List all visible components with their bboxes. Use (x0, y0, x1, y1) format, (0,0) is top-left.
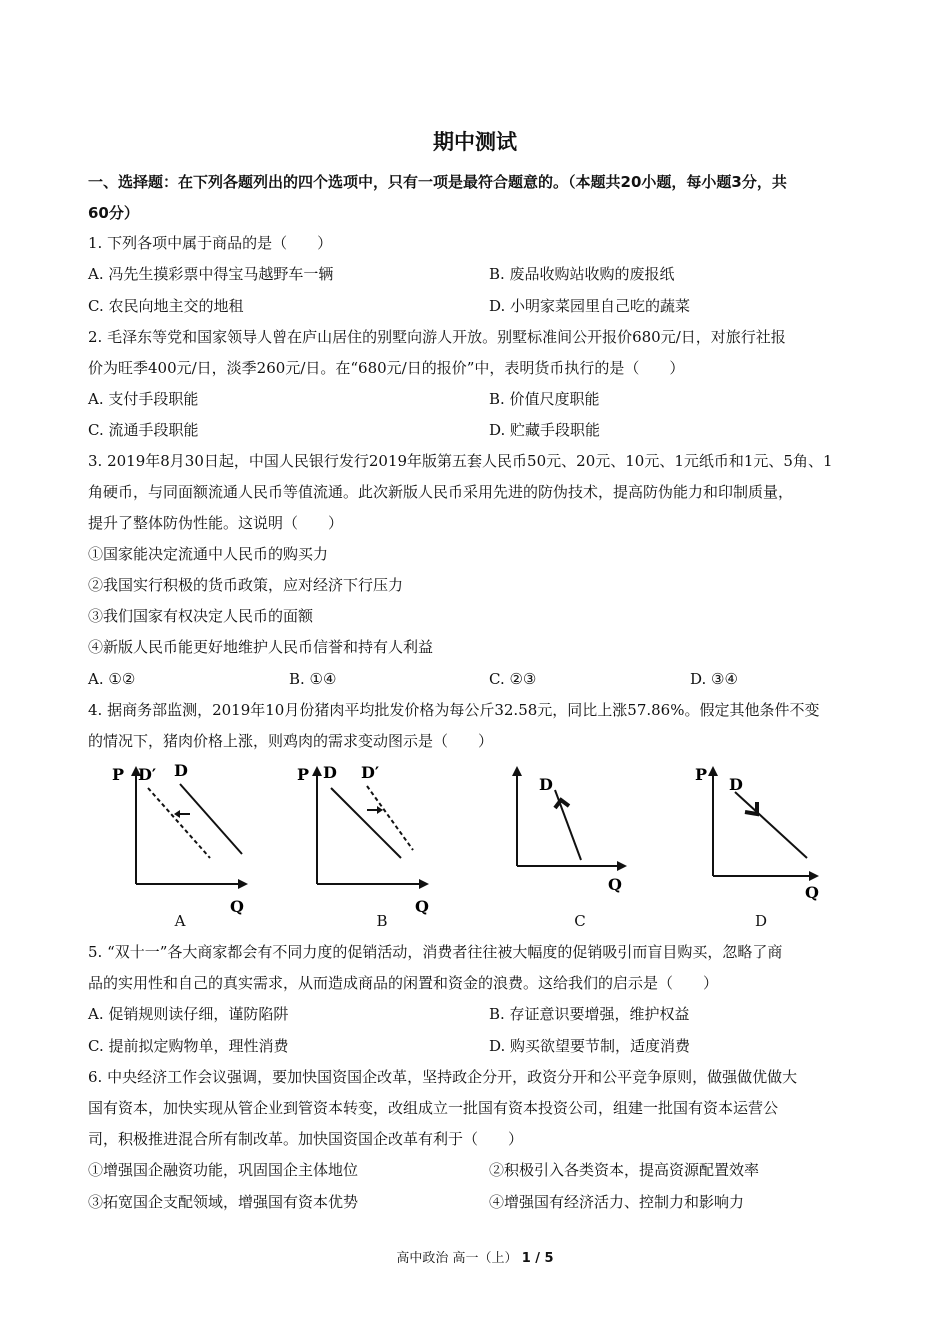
q-label: Q (230, 897, 244, 916)
graph-c (495, 762, 645, 922)
question-5-stem-cont: 品的实用性和自己的真实需求，从而造成商品的闲置和资金的浪费。这给我们的启示是（ ） (88, 974, 719, 992)
q3-statement-2: ②我国实行积极的货币政策，应对经济下行压力 (88, 576, 404, 594)
x-axis-arrow (238, 879, 248, 889)
q6-statement-3: ③拓宽国企支配领域，增强国有资本优势 (88, 1193, 359, 1211)
footer-text: 高中政治 高一（上） (396, 1251, 518, 1266)
q5-option-d: D. 购买欲望要节制，适度消费 (489, 1037, 691, 1055)
q1-option-a: A. 冯先生摸彩票中得宝马越野车一辆 (88, 265, 334, 283)
q3-statement-3: ③我们国家有权决定人民币的面额 (88, 607, 314, 625)
x-axis-arrow (419, 879, 429, 889)
demand-curve-new (367, 786, 413, 850)
graph-a-label: A (174, 912, 186, 930)
q3-statement-4: ④新版人民币能更好地维护人民币信誉和持有人利益 (88, 638, 434, 656)
page-number: 1 / 5 (521, 1251, 554, 1266)
page-footer (0, 1247, 950, 1266)
q5-option-a: A. 促销规则读仔细，谨防陷阱 (88, 1005, 289, 1023)
question-4-stem: 4. 据商务部监测，2019年10月份猪肉平均批发价格为每公斤32.58元，同比上涨57.86%。假定其他条件不变 (88, 701, 820, 719)
q3-option-b: B. ①④ (289, 670, 337, 688)
question-1-stem: 1. 下列各项中属于商品的是（ ） (88, 234, 333, 252)
question-2-stem: 2. 毛泽东等党和国家领导人曾在庐山居住的别墅向游人开放。别墅标准间公开报价680元/日，对旅行社报 (88, 328, 786, 346)
q-label: Q (415, 897, 429, 916)
p-label: P (297, 765, 310, 784)
x-axis-arrow (809, 871, 819, 881)
q2-option-d: D. 贮藏手段职能 (489, 421, 601, 439)
y-axis-arrow (512, 766, 522, 776)
y-axis-arrow (312, 766, 322, 776)
question-3-stem: 3. 2019年8月30日起，中国人民银行发行2019年版第五套人民币50元、20元、10元、1元纸币和1元、5角、1 (88, 452, 833, 470)
section-heading-cont: 60分） (88, 204, 139, 222)
demand-graphs (100, 762, 860, 932)
q-label: Q (805, 883, 819, 902)
shift-arrow-head (377, 806, 383, 814)
graph-c-label: C (574, 912, 586, 930)
graph-b-label: B (376, 912, 388, 930)
graph-d-label: D (754, 912, 768, 930)
q2-option-a: A. 支付手段职能 (88, 390, 199, 408)
q1-option-b: B. 废品收购站收购的废报纸 (489, 265, 675, 283)
p-label: P (499, 782, 500, 783)
q5-option-b: B. 存证意识要增强，维护权益 (489, 1005, 690, 1023)
curve-d-label: D (323, 763, 337, 782)
graph-b (295, 762, 445, 922)
question-6-stem-cont2: 司，积极推进混合所有制改革。加快国资国企改革有利于（ ） (88, 1130, 524, 1148)
question-3-stem-cont: 角硬币，与同面额流通人民币等值流通。此次新版人民币采用先进的防伪技术，提高防伪能力和印制质量， (88, 483, 794, 501)
p-label: P (695, 765, 708, 784)
curve-d-prime-label: D′ (138, 765, 157, 784)
q1-option-d: D. 小明家菜园里自己吃的蔬菜 (489, 297, 691, 315)
curve-d-prime-label: D′ (361, 763, 380, 782)
x-axis-arrow (617, 861, 627, 871)
p-label: P (112, 765, 125, 784)
question-2-stem-cont: 价为旺季400元/日，淡季260元/日。在“680元/日的报价”中，表明货币执行的是（ ） (88, 359, 685, 377)
q6-statement-2: ②积极引入各类资本，提高资源配置效率 (489, 1161, 760, 1179)
q-label: Q (608, 875, 622, 894)
question-4-stem-cont: 的情况下，猪肉价格上涨，则鸡肉的需求变动图示是（ ） (88, 732, 494, 750)
shift-arrow-head (174, 810, 180, 818)
graph-d (695, 762, 845, 922)
demand-curve-original (331, 788, 401, 858)
y-axis-arrow (708, 766, 718, 776)
q6-statement-4: ④增强国有经济活力、控制力和影响力 (489, 1193, 745, 1211)
curve-d-label: D (174, 762, 188, 780)
demand-curve-new (148, 788, 210, 858)
question-3-stem-cont2: 提升了整体防伪性能。这说明（ ） (88, 514, 344, 532)
q3-option-a: A. ①② (88, 670, 136, 688)
q3-statement-1: ①国家能决定流通中人民币的购买力 (88, 545, 329, 563)
q6-statement-1: ①增强国企融资功能，巩固国企主体地位 (88, 1161, 359, 1179)
graph-a (100, 762, 250, 922)
q2-option-c: C. 流通手段职能 (88, 421, 199, 439)
q1-option-c: C. 农民向地主交的地租 (88, 297, 244, 315)
question-6-stem: 6. 中央经济工作会议强调，要加快国资国企改革，坚持政企分开，政资分开和公平竞争原则，做强做优做大 (88, 1068, 798, 1086)
question-5-stem: 5. “双十一”各大商家都会有不同力度的促销活动，消费者往往被大幅度的促销吸引而盲目购买，忽略了商 (88, 943, 783, 961)
q5-option-c: C. 提前拟定购物单，理性消费 (88, 1037, 289, 1055)
page-title: 期中测试 (433, 130, 517, 154)
section-heading: 一、选择题：在下列各题列出的四个选项中，只有一项是最符合题意的。（本题共20小题，每小题3分，共 (88, 173, 787, 191)
q2-option-b: B. 价值尺度职能 (489, 390, 600, 408)
q3-option-c: C. ②③ (489, 670, 537, 688)
curve-d-label: D (729, 775, 743, 794)
curve-d-label: D (539, 775, 553, 794)
demand-curve (735, 792, 807, 858)
demand-curve-original (180, 784, 242, 854)
q3-option-d: D. ③④ (690, 670, 738, 688)
question-6-stem-cont: 国有资本，加快实现从管企业到管资本转变，改组成立一批国有资本投资公司，组建一批国有资本运营公 (88, 1099, 779, 1117)
